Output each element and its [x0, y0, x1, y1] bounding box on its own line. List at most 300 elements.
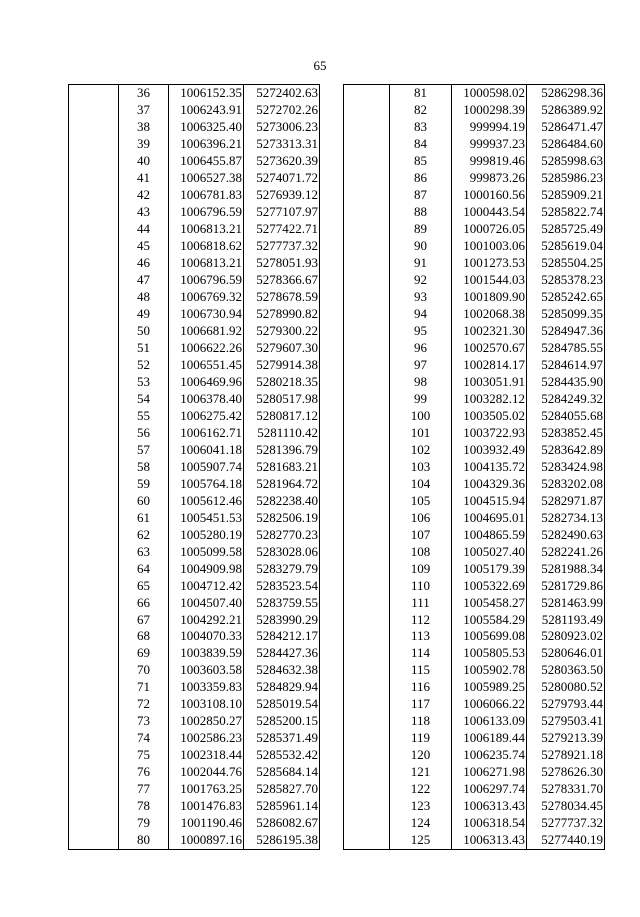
table-row [69, 221, 320, 238]
empty-cell [69, 255, 119, 272]
y-coordinate-cell: 5286471.47 [527, 119, 605, 136]
table-row [69, 153, 320, 170]
x-coordinate-cell: 1003603.58 [169, 662, 244, 679]
x-coordinate-cell: 1005612.46 [169, 492, 244, 509]
y-coordinate-cell: 5280363.50 [527, 662, 605, 679]
y-coordinate-cell: 5285200.15 [244, 713, 320, 730]
y-coordinate-cell: 5279213.39 [527, 730, 605, 747]
x-coordinate-cell: 1006378.40 [169, 390, 244, 407]
x-coordinate-cell: 1005764.18 [169, 475, 244, 492]
table-row [69, 645, 320, 662]
table-row [344, 102, 605, 119]
table-row [344, 509, 605, 526]
y-coordinate-cell: 5278921.18 [527, 747, 605, 764]
y-coordinate-cell: 5278990.82 [244, 306, 320, 323]
table-row [344, 119, 605, 136]
table-row [344, 255, 605, 272]
empty-cell [69, 662, 119, 679]
point-number-cell: 52 [119, 357, 169, 374]
table-row [69, 119, 320, 136]
y-coordinate-cell: 5285909.21 [527, 187, 605, 204]
point-number-cell: 87 [390, 187, 452, 204]
point-number-cell: 75 [119, 747, 169, 764]
point-number-cell: 106 [390, 509, 452, 526]
table-row [69, 594, 320, 611]
y-coordinate-cell: 5277737.32 [244, 238, 320, 255]
y-coordinate-cell: 5273313.31 [244, 136, 320, 153]
y-coordinate-cell: 5286298.36 [527, 85, 605, 102]
point-number-cell: 76 [119, 764, 169, 781]
empty-cell [344, 492, 390, 509]
empty-cell [69, 594, 119, 611]
empty-cell [344, 153, 390, 170]
y-coordinate-cell: 5281110.42 [244, 424, 320, 441]
x-coordinate-cell: 1004695.01 [452, 509, 527, 526]
x-coordinate-cell: 1005699.08 [452, 628, 527, 645]
point-number-cell: 77 [119, 781, 169, 798]
empty-cell [344, 781, 390, 798]
x-coordinate-cell: 1005907.74 [169, 458, 244, 475]
empty-cell [344, 306, 390, 323]
table-row [344, 798, 605, 815]
point-number-cell: 70 [119, 662, 169, 679]
point-number-cell: 79 [119, 815, 169, 832]
y-coordinate-cell: 5285961.14 [244, 798, 320, 815]
y-coordinate-cell: 5273006.23 [244, 119, 320, 136]
x-coordinate-cell: 1004865.59 [452, 526, 527, 543]
point-number-cell: 37 [119, 102, 169, 119]
point-number-cell: 64 [119, 560, 169, 577]
empty-cell [69, 441, 119, 458]
x-coordinate-cell: 1002044.76 [169, 764, 244, 781]
table-row [344, 747, 605, 764]
x-coordinate-cell: 1006041.18 [169, 441, 244, 458]
y-coordinate-cell: 5281396.79 [244, 441, 320, 458]
table-row [69, 832, 320, 849]
table-row [69, 815, 320, 832]
empty-cell [344, 713, 390, 730]
point-number-cell: 115 [390, 662, 452, 679]
table-row [69, 187, 320, 204]
x-coordinate-cell: 1001544.03 [452, 272, 527, 289]
y-coordinate-cell: 5272702.26 [244, 102, 320, 119]
y-coordinate-cell: 5273620.39 [244, 153, 320, 170]
y-coordinate-cell: 5281683.21 [244, 458, 320, 475]
x-coordinate-cell: 1000598.02 [452, 85, 527, 102]
empty-cell [344, 679, 390, 696]
y-coordinate-cell: 5283759.55 [244, 594, 320, 611]
x-coordinate-cell: 1002570.67 [452, 340, 527, 357]
y-coordinate-cell: 5280218.35 [244, 373, 320, 390]
y-coordinate-cell: 5278626.30 [527, 764, 605, 781]
x-coordinate-cell: 1002850.27 [169, 713, 244, 730]
x-coordinate-cell: 999994.19 [452, 119, 527, 136]
table-row [69, 441, 320, 458]
point-number-cell: 60 [119, 492, 169, 509]
point-number-cell: 117 [390, 696, 452, 713]
point-number-cell: 91 [390, 255, 452, 272]
table-row [344, 424, 605, 441]
x-coordinate-cell: 1001763.25 [169, 781, 244, 798]
empty-cell [344, 221, 390, 238]
point-number-cell: 103 [390, 458, 452, 475]
empty-cell [344, 815, 390, 832]
empty-cell [344, 662, 390, 679]
y-coordinate-cell: 5280080.52 [527, 679, 605, 696]
table-row [69, 458, 320, 475]
empty-cell [69, 102, 119, 119]
table-row [344, 475, 605, 492]
x-coordinate-cell: 1001273.53 [452, 255, 527, 272]
table-row [69, 492, 320, 509]
table-row [344, 187, 605, 204]
empty-cell [69, 458, 119, 475]
x-coordinate-cell: 1006189.44 [452, 730, 527, 747]
x-coordinate-cell: 1000897.16 [169, 832, 244, 849]
point-number-cell: 122 [390, 781, 452, 798]
empty-cell [344, 373, 390, 390]
table-row [344, 340, 605, 357]
empty-cell [69, 696, 119, 713]
point-number-cell: 67 [119, 611, 169, 628]
empty-cell [344, 526, 390, 543]
empty-cell [69, 306, 119, 323]
table-row [69, 170, 320, 187]
y-coordinate-cell: 5278331.70 [527, 781, 605, 798]
x-coordinate-cell: 1006769.32 [169, 289, 244, 306]
empty-cell [344, 543, 390, 560]
empty-cell [69, 577, 119, 594]
y-coordinate-cell: 5274071.72 [244, 170, 320, 187]
empty-cell [69, 221, 119, 238]
empty-cell [344, 289, 390, 306]
point-number-cell: 88 [390, 204, 452, 221]
empty-cell [344, 424, 390, 441]
x-coordinate-cell: 1006527.38 [169, 170, 244, 187]
table-row [69, 255, 320, 272]
y-coordinate-cell: 5283523.54 [244, 577, 320, 594]
x-coordinate-cell: 1000726.05 [452, 221, 527, 238]
y-coordinate-cell: 5283424.98 [527, 458, 605, 475]
x-coordinate-cell: 1003839.59 [169, 645, 244, 662]
x-coordinate-cell: 999873.26 [452, 170, 527, 187]
empty-cell [69, 153, 119, 170]
empty-cell [344, 764, 390, 781]
table-row [344, 781, 605, 798]
table-row [69, 560, 320, 577]
x-coordinate-cell: 1000298.39 [452, 102, 527, 119]
x-coordinate-cell: 1002814.17 [452, 357, 527, 374]
table-row [69, 628, 320, 645]
y-coordinate-cell: 5278051.93 [244, 255, 320, 272]
point-number-cell: 86 [390, 170, 452, 187]
point-number-cell: 80 [119, 832, 169, 849]
y-coordinate-cell: 5286389.92 [527, 102, 605, 119]
point-number-cell: 82 [390, 102, 452, 119]
y-coordinate-cell: 5285827.70 [244, 781, 320, 798]
y-coordinate-cell: 5277440.19 [527, 832, 605, 849]
y-coordinate-cell: 5278678.59 [244, 289, 320, 306]
point-number-cell: 111 [390, 594, 452, 611]
x-coordinate-cell: 1003505.02 [452, 407, 527, 424]
table-row [69, 204, 320, 221]
y-coordinate-cell: 5282238.40 [244, 492, 320, 509]
table-row [69, 238, 320, 255]
table-row [69, 407, 320, 424]
empty-cell [344, 594, 390, 611]
table-row [69, 713, 320, 730]
x-coordinate-cell: 1005451.53 [169, 509, 244, 526]
point-number-cell: 42 [119, 187, 169, 204]
x-coordinate-cell: 1005322.69 [452, 577, 527, 594]
table-row [344, 221, 605, 238]
x-coordinate-cell: 1006818.62 [169, 238, 244, 255]
table-row [344, 170, 605, 187]
x-coordinate-cell: 1002068.38 [452, 306, 527, 323]
point-number-cell: 97 [390, 357, 452, 374]
empty-cell [69, 424, 119, 441]
table-row [69, 577, 320, 594]
point-number-cell: 102 [390, 441, 452, 458]
x-coordinate-cell: 1006469.96 [169, 373, 244, 390]
table-row [344, 407, 605, 424]
point-number-cell: 68 [119, 628, 169, 645]
x-coordinate-cell: 1006275.42 [169, 407, 244, 424]
x-coordinate-cell: 1005584.29 [452, 611, 527, 628]
table-row [344, 238, 605, 255]
point-number-cell: 45 [119, 238, 169, 255]
empty-cell [344, 441, 390, 458]
empty-cell [344, 832, 390, 849]
table-row [69, 611, 320, 628]
point-number-cell: 59 [119, 475, 169, 492]
x-coordinate-cell: 1005099.58 [169, 543, 244, 560]
y-coordinate-cell: 5285986.23 [527, 170, 605, 187]
x-coordinate-cell: 1002586.23 [169, 730, 244, 747]
y-coordinate-cell: 5285099.35 [527, 306, 605, 323]
table-row [69, 781, 320, 798]
x-coordinate-cell: 1006730.94 [169, 306, 244, 323]
x-coordinate-cell: 1003051.91 [452, 373, 527, 390]
empty-cell [69, 136, 119, 153]
x-coordinate-cell: 1004135.72 [452, 458, 527, 475]
coordinates-table-left [68, 84, 320, 850]
empty-cell [344, 170, 390, 187]
empty-cell [344, 85, 390, 102]
x-coordinate-cell: 1006162.71 [169, 424, 244, 441]
y-coordinate-cell: 5285725.49 [527, 221, 605, 238]
y-coordinate-cell: 5284427.36 [244, 645, 320, 662]
y-coordinate-cell: 5281964.72 [244, 475, 320, 492]
y-coordinate-cell: 5285242.65 [527, 289, 605, 306]
table-row [69, 764, 320, 781]
empty-cell [69, 543, 119, 560]
x-coordinate-cell: 1006133.09 [452, 713, 527, 730]
x-coordinate-cell: 1006813.21 [169, 221, 244, 238]
point-number-cell: 57 [119, 441, 169, 458]
table-row [69, 543, 320, 560]
empty-cell [69, 526, 119, 543]
table-row [69, 340, 320, 357]
y-coordinate-cell: 5279793.44 [527, 696, 605, 713]
point-number-cell: 101 [390, 424, 452, 441]
empty-cell [69, 357, 119, 374]
point-number-cell: 94 [390, 306, 452, 323]
x-coordinate-cell: 1005027.40 [452, 543, 527, 560]
x-coordinate-cell: 1006781.83 [169, 187, 244, 204]
y-coordinate-cell: 5285619.04 [527, 238, 605, 255]
table-row [69, 747, 320, 764]
table-row [344, 85, 605, 102]
table-row [69, 272, 320, 289]
point-number-cell: 104 [390, 475, 452, 492]
point-number-cell: 84 [390, 136, 452, 153]
y-coordinate-cell: 5286484.60 [527, 136, 605, 153]
point-number-cell: 89 [390, 221, 452, 238]
x-coordinate-cell: 1006313.43 [452, 832, 527, 849]
point-number-cell: 120 [390, 747, 452, 764]
x-coordinate-cell: 1006152.35 [169, 85, 244, 102]
table-row [344, 696, 605, 713]
y-coordinate-cell: 5282490.63 [527, 526, 605, 543]
empty-cell [69, 323, 119, 340]
empty-cell [344, 577, 390, 594]
y-coordinate-cell: 5282734.13 [527, 509, 605, 526]
y-coordinate-cell: 5284785.55 [527, 340, 605, 357]
y-coordinate-cell: 5285532.42 [244, 747, 320, 764]
x-coordinate-cell: 1004712.42 [169, 577, 244, 594]
point-number-cell: 125 [390, 832, 452, 849]
table-row [344, 458, 605, 475]
y-coordinate-cell: 5281463.99 [527, 594, 605, 611]
x-coordinate-cell: 1004329.36 [452, 475, 527, 492]
table-row [69, 136, 320, 153]
point-number-cell: 95 [390, 323, 452, 340]
table-row [69, 730, 320, 747]
y-coordinate-cell: 5284632.38 [244, 662, 320, 679]
point-number-cell: 54 [119, 390, 169, 407]
table-row [344, 560, 605, 577]
y-coordinate-cell: 5284212.17 [244, 628, 320, 645]
table-row [344, 441, 605, 458]
x-coordinate-cell: 1003722.93 [452, 424, 527, 441]
x-coordinate-cell: 1006313.43 [452, 798, 527, 815]
empty-cell [344, 390, 390, 407]
empty-cell [69, 492, 119, 509]
table-row [69, 323, 320, 340]
point-number-cell: 116 [390, 679, 452, 696]
point-number-cell: 118 [390, 713, 452, 730]
empty-cell [344, 340, 390, 357]
y-coordinate-cell: 5281729.86 [527, 577, 605, 594]
table-row [69, 696, 320, 713]
point-number-cell: 100 [390, 407, 452, 424]
table-row [69, 509, 320, 526]
point-number-cell: 83 [390, 119, 452, 136]
x-coordinate-cell: 1004909.98 [169, 560, 244, 577]
table-row [344, 662, 605, 679]
y-coordinate-cell: 5279300.22 [244, 323, 320, 340]
empty-cell [344, 798, 390, 815]
y-coordinate-cell: 5285371.49 [244, 730, 320, 747]
x-coordinate-cell: 1006813.21 [169, 255, 244, 272]
empty-cell [344, 187, 390, 204]
table-row [344, 136, 605, 153]
table-row [344, 679, 605, 696]
x-coordinate-cell: 1006066.22 [452, 696, 527, 713]
table-row [69, 679, 320, 696]
empty-cell [69, 764, 119, 781]
x-coordinate-cell: 1002321.30 [452, 323, 527, 340]
x-coordinate-cell: 1005805.53 [452, 645, 527, 662]
empty-cell [344, 102, 390, 119]
point-number-cell: 38 [119, 119, 169, 136]
x-coordinate-cell: 999937.23 [452, 136, 527, 153]
x-coordinate-cell: 1005280.19 [169, 526, 244, 543]
x-coordinate-cell: 1000160.56 [452, 187, 527, 204]
empty-cell [344, 323, 390, 340]
y-coordinate-cell: 5280817.12 [244, 407, 320, 424]
y-coordinate-cell: 5283202.08 [527, 475, 605, 492]
point-number-cell: 113 [390, 628, 452, 645]
empty-cell [344, 136, 390, 153]
x-coordinate-cell: 1006396.21 [169, 136, 244, 153]
y-coordinate-cell: 5279607.30 [244, 340, 320, 357]
empty-cell [344, 238, 390, 255]
y-coordinate-cell: 5284249.32 [527, 390, 605, 407]
x-coordinate-cell: 1006455.87 [169, 153, 244, 170]
empty-cell [69, 407, 119, 424]
point-number-cell: 110 [390, 577, 452, 594]
table-row [344, 832, 605, 849]
point-number-cell: 124 [390, 815, 452, 832]
table-row [344, 272, 605, 289]
y-coordinate-cell: 5282770.23 [244, 526, 320, 543]
table-row [69, 289, 320, 306]
y-coordinate-cell: 5285684.14 [244, 764, 320, 781]
point-number-cell: 81 [390, 85, 452, 102]
x-coordinate-cell: 1002318.44 [169, 747, 244, 764]
y-coordinate-cell: 5279503.41 [527, 713, 605, 730]
y-coordinate-cell: 5283990.29 [244, 611, 320, 628]
table-row [344, 594, 605, 611]
x-coordinate-cell: 1004507.40 [169, 594, 244, 611]
empty-cell [344, 272, 390, 289]
y-coordinate-cell: 5284435.90 [527, 373, 605, 390]
x-coordinate-cell: 1006796.59 [169, 272, 244, 289]
point-number-cell: 85 [390, 153, 452, 170]
x-coordinate-cell: 1004515.94 [452, 492, 527, 509]
point-number-cell: 65 [119, 577, 169, 594]
empty-cell [69, 781, 119, 798]
y-coordinate-cell: 5284947.36 [527, 323, 605, 340]
x-coordinate-cell: 1006271.98 [452, 764, 527, 781]
point-number-cell: 55 [119, 407, 169, 424]
y-coordinate-cell: 5281988.34 [527, 560, 605, 577]
table-row [344, 628, 605, 645]
point-number-cell: 36 [119, 85, 169, 102]
x-coordinate-cell: 1006318.54 [452, 815, 527, 832]
point-number-cell: 50 [119, 323, 169, 340]
y-coordinate-cell: 5285998.63 [527, 153, 605, 170]
x-coordinate-cell: 1006235.74 [452, 747, 527, 764]
y-coordinate-cell: 5283028.06 [244, 543, 320, 560]
table-row [344, 373, 605, 390]
point-number-cell: 40 [119, 153, 169, 170]
empty-cell [69, 85, 119, 102]
y-coordinate-cell: 5285378.23 [527, 272, 605, 289]
point-number-cell: 119 [390, 730, 452, 747]
